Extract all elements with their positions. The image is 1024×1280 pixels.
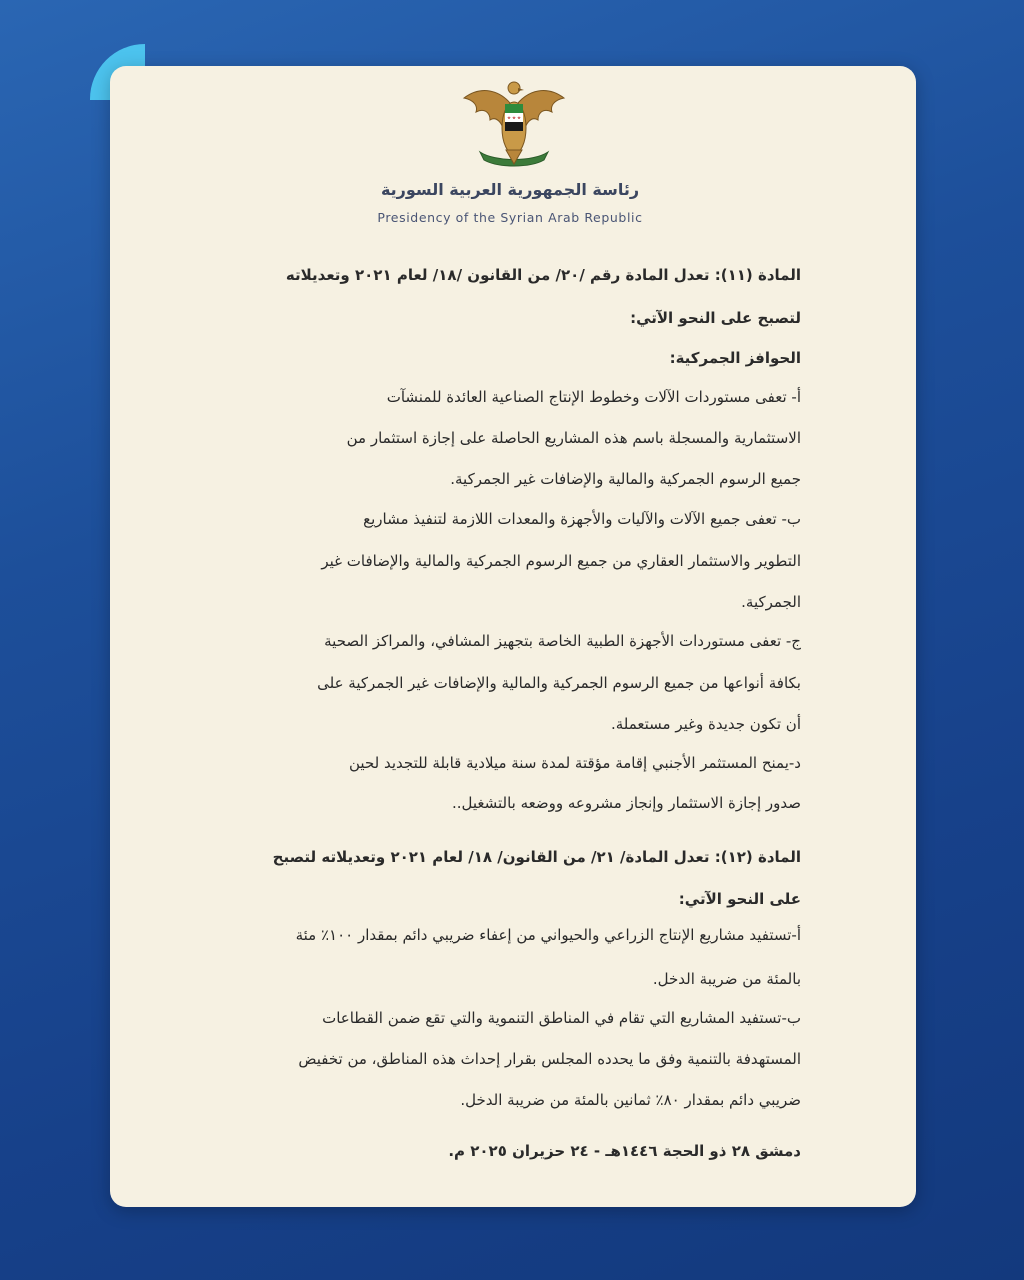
article-11-item-a-line3: جميع الرسوم الجمركية والمالية والإضافات غير الجمركية. [450, 470, 801, 488]
article-12-item-b-line2: المستهدفة بالتنمية وفق ما يحدده المجلس بقرار إحداث هذه المناطق، من تخفيض [298, 1050, 801, 1068]
document-date-line: دمشق ٢٨ ذو الحجة ١٤٤٦هـ - ٢٤ حزيران ٢٠٢٥ م. [448, 1142, 801, 1160]
article-11-item-c-line3: أن تكون جديدة وغير مستعملة. [610, 715, 801, 733]
article-12-heading-line1: المادة (١٢): تعدل المادة/ ٢١/ من القانون/ ١٨/ لعام ٢٠٢١ وتعديلاته لتصبح [272, 848, 801, 866]
article-11-item-a-line1: أ- تعفى مستوردات الآلات وخطوط الإنتاج الصناعية العائدة للمنشآت [386, 388, 801, 406]
article-11-item-b-line2: التطوير والاستثمار العقاري من جميع الرسوم الجمركية والمالية والإضافات غير [321, 552, 801, 570]
article-12-item-b-line3: ضريبي دائم بمقدار ٨٠٪ ثمانين بالمئة من ضريبة الدخل. [460, 1091, 801, 1109]
article-11-item-d-line2: صدور إجازة الاستثمار وإنجاز مشروعه ووضعه بالتشغيل.. [451, 794, 801, 812]
document-page [110, 66, 916, 1207]
article-11-item-b-line1: ب- تعفى جميع الآلات والآليات والأجهزة والمعدات اللازمة لتنفيذ مشاريع [363, 510, 801, 528]
article-11-item-c-line1: ج- تعفى مستوردات الأجهزة الطبية الخاصة بتجهيز المشافي، والمراكز الصحية [324, 632, 801, 650]
presidency-title-english: Presidency of the Syrian Arab Republic [377, 210, 643, 225]
article-11-item-c-line2: بكافة أنواعها من جميع الرسوم الجمركية والمالية والإضافات غير الجمركية على [317, 674, 801, 692]
article-12-heading-line2: على النحو الآتي: [678, 890, 801, 908]
article-11-item-a-line2: الاستثمارية والمسجلة باسم هذه المشاريع الحاصلة على إجازة استثمار من [346, 429, 801, 447]
article-11-item-d-line1: د-يمنح المستثمر الأجنبي إقامة مؤقتة لمدة سنة ميلادية قابلة للتجديد لحين [349, 754, 801, 772]
article-11-heading-line1: المادة (١١): تعدل المادة رقم /٢٠/ من القانون /١٨/ لعام ٢٠٢١ وتعديلاته [285, 266, 801, 284]
article-12-item-a-line2: بالمئة من ضريبة الدخل. [652, 970, 801, 988]
presidency-title-arabic: رئاسة الجمهورية العربية السورية [380, 180, 640, 199]
syrian-eagle-emblem-icon [460, 78, 568, 170]
article-12-item-a-line1: أ-تستفيد مشاريع الإنتاج الزراعي والحيواني من إعفاء ضريبي دائم بمقدار ١٠٠٪ مئة [295, 926, 801, 944]
article-11-subheading: الحوافز الجمركية: [669, 349, 801, 367]
article-11-heading-line2: لتصبح على النحو الآتي: [630, 309, 801, 327]
article-12-item-b-line1: ب-تستفيد المشاريع التي تقام في المناطق التنموية والتي تقع ضمن القطاعات [322, 1009, 801, 1027]
article-11-item-b-line3: الجمركية. [741, 593, 801, 611]
